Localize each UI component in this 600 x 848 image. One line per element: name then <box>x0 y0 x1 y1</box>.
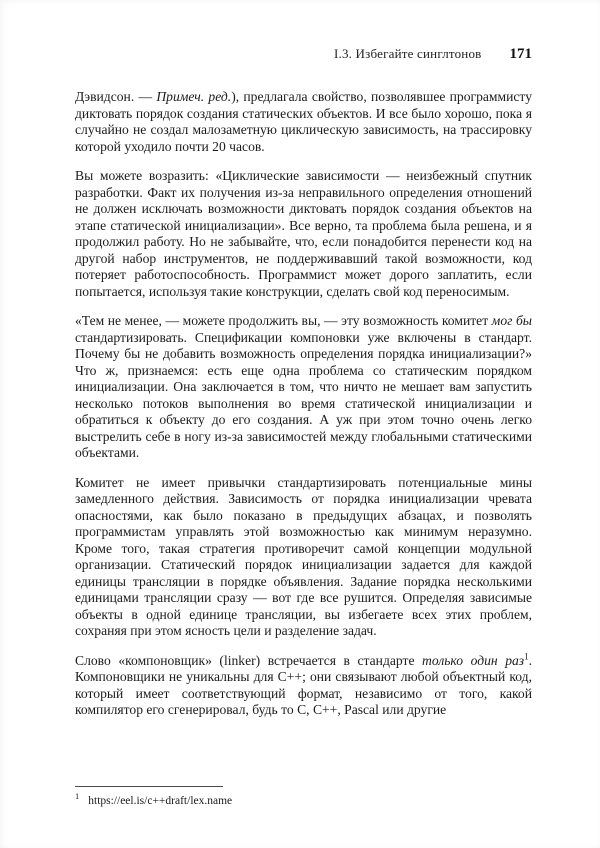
paragraph <box>75 168 532 300</box>
paragraph <box>75 89 532 155</box>
text-run: стандартизировать. Спецификации компоновки уже включены в стандарт. Почему бы не добавить возможность определения порядка инициализации?» Что ж, признаемся: есть еще одна проблема со статическим порядком инициализации. Она заключается в том, что ничто не мешает вам запустить несколько потоков выполнения во время статической инициализации и обратиться к объекту до его создания. А уж при этом точно очень легко выстрелить себе в ногу из-за зависимостей между глобальными статическими объектами. <box>75 329 532 460</box>
paragraph <box>75 650 532 719</box>
text-run: . Компоновщики не уникальны для C++; они связывают любой объектный код, который имеет соответствующий формат, независимо от того, какой компилятор его сгенерировал, будь то C, C++, Pascal или другие <box>75 652 532 717</box>
running-head <box>75 46 532 63</box>
running-head-title: I.3. Избегайте синглтонов <box>333 46 482 61</box>
text-run: Примеч. ред. <box>156 89 232 104</box>
footnote-url: https://eel.is/c++draft/lex.name <box>88 795 233 807</box>
text-run: «Тем не менее, — можете продолжить вы, — эту возможность комитет <box>75 313 492 328</box>
text-run: мог бы <box>491 313 532 328</box>
text-run: только один раз <box>422 652 525 668</box>
footnote-reference: 1 <box>524 650 529 661</box>
text-run: Дэвидсон. — <box>75 89 157 104</box>
text-run: ), предлагала свойство, позволявшее программисту диктовать порядок создания статических объектов. И все было хорошо, пока я случайно не создал малозаметную циклическую зависимость, на трассировку которой уходило почти 20 часов. <box>75 89 532 154</box>
footnote-area <box>75 786 532 808</box>
paragraph <box>75 475 532 640</box>
text-run: Слово «компоновщик» (linker) встречается в стандарте <box>75 652 423 668</box>
footnote-text <box>75 791 532 808</box>
paragraph <box>75 313 532 462</box>
footnote-rule <box>75 786 223 787</box>
page-number: 171 <box>509 46 532 62</box>
text-run: Комитет не имеет привычки стандартизировать потенциальные мины замедленного действия. Зависимость от порядка инициализации чревата опасностями, как было показано в предыдущих абзацах, и позволять программистам управлять этой возможностью как минимум неразумно. Кроме того, такая стратегия противоречит самой концепции модульной организации. Статический порядок инициализации задается для каждой единицы трансляции в порядке объявления. Задание порядка несколькими единицами трансляции сразу — вот где все рушится. Определяя зависимые объекты в одной единице трансляции, вы избегаете всех этих проблем, сохраняя при этом ясность цели и разделение задач. <box>75 474 532 638</box>
body-text <box>75 89 532 732</box>
footnote-marker: 1 <box>75 791 80 802</box>
text-run: Вы можете возразить: «Циклические зависимости — неизбежный спутник разработки. Факт их получения из-за неправильного определения отношений не должен исключать возможности диктовать порядок создания объектов на этапе статической инициализации». Все верно, та проблема была решена, и я продолжил работу. Но не забывайте, что, если понадобится перенести код на другой набор инструментов, не поддерживавший такой возможности, код потеряет работоспособность. Программист может дорого заплатить, если попытается, используя такие конструкции, сделать свой код переносимым. <box>75 168 532 299</box>
